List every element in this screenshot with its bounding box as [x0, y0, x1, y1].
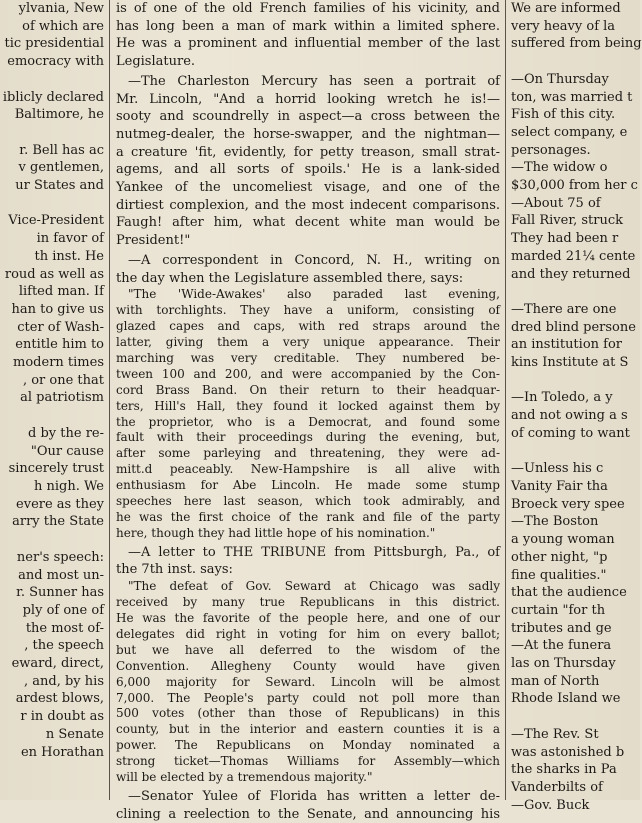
text-line: President!"	[116, 233, 191, 249]
text-line: he was the first choice of the rank and file of the party	[116, 509, 500, 524]
text-line: han to give us	[11, 301, 104, 317]
quote-seward-defeat	[116, 579, 500, 786]
text-line: marded 21¼ cente	[511, 248, 636, 264]
text-line: ters, Hill's Hall, they found it locked against them by	[116, 398, 500, 413]
text-line: "The defeat of Gov. Seward at Chicago was sadly	[128, 579, 500, 594]
text-line: very heavy of la	[511, 18, 616, 34]
text-line: ur States and	[15, 178, 104, 194]
text-line: ply of one of	[22, 602, 104, 618]
text-line: and most un-	[18, 567, 104, 583]
text-line: —The widow o	[511, 160, 608, 176]
text-line	[511, 283, 640, 301]
text-line: —The Charleston Mercury has seen a portrait of	[128, 73, 500, 89]
text-line: dred blind persone	[511, 319, 636, 335]
text-line: curtain "for th	[511, 602, 606, 618]
text-line: Legislature.	[116, 54, 196, 70]
text-line: cord Brass Band. On their return to their headquar-	[116, 382, 500, 397]
text-line: Fish of this city.	[511, 107, 616, 123]
text-line: of which are	[22, 18, 104, 34]
text-line: select company, e	[511, 124, 628, 140]
text-line: —Unless his c	[511, 461, 604, 477]
text-line: county, but in the interior and eastern counties it is a	[116, 722, 500, 737]
text-line: , or one that	[22, 372, 104, 388]
text-line: tributes and ge	[511, 620, 612, 636]
paragraph-concord	[116, 252, 500, 287]
text-line: 500 votes (other than those of Republicans) in this	[116, 706, 500, 721]
text-line: a creature 'fit, evidently, for petty treason, small strat-	[116, 144, 500, 160]
text-line: marching was very creditable. They numbered be-	[116, 350, 500, 365]
text-line: $30,000 from her c	[511, 178, 638, 194]
text-line: h nigh. We	[34, 478, 104, 494]
column-rule-left	[109, 0, 110, 800]
text-line: with torchlights. They have a uniform, consisting of	[116, 303, 500, 318]
text-line: tween 100 and 200, and were accompanied by the Con-	[116, 366, 500, 381]
text-line: —At the funera	[511, 638, 612, 654]
text-line	[0, 407, 104, 425]
text-line: Yankee of the uncomeliest visage, and one of the	[116, 180, 500, 196]
text-line: —The Boston	[511, 514, 599, 530]
text-line: entitle him to	[15, 337, 104, 353]
column-rule-right	[505, 0, 506, 800]
right-column	[511, 0, 642, 813]
text-line: Baltimore, he	[14, 107, 104, 123]
text-line: an institution for	[511, 337, 623, 353]
text-line: that the audience	[511, 585, 627, 601]
text-line: suffered from being	[511, 36, 642, 52]
text-line: the day when the Legislature assembled there, says:	[116, 270, 464, 286]
text-line: r in doubt as	[20, 709, 104, 725]
text-line: but we have all deferred to the wisdom of the	[116, 642, 500, 657]
text-line: He was the favorite of the people here, and one of our	[116, 610, 500, 625]
text-line: the most of-	[25, 620, 104, 636]
paragraph-legislature	[116, 0, 500, 71]
text-line: th inst. He	[34, 248, 104, 264]
text-line: and not owing a s	[511, 408, 628, 424]
text-line: iblicly declared	[2, 89, 104, 105]
text-line: delegates did right in voting for him on every ballot;	[116, 626, 500, 641]
paragraph-pittsburgh-letter	[116, 544, 500, 579]
text-line: —On Thursday	[511, 71, 609, 87]
text-line: Rhode Island we	[511, 691, 621, 707]
text-line: las on Thursday	[511, 656, 616, 672]
text-line: d by the re-	[28, 425, 104, 441]
text-line: mitt.d peaceably. New-Hampshire is all alive with	[116, 462, 500, 477]
text-line: agems, and all sorts of spoils.' He is a lank-sided	[116, 162, 500, 178]
quote-wide-awakes	[116, 287, 500, 542]
text-line: "Our cause	[30, 443, 104, 459]
text-line: ardest blows,	[15, 691, 104, 707]
text-line: after some parleying and threatening, they were ad-	[116, 446, 500, 461]
text-line: lifted man. If	[18, 284, 104, 300]
text-line: and they returned	[511, 266, 631, 282]
text-line	[511, 708, 640, 726]
text-line: a young woman	[511, 532, 615, 548]
paragraph-charleston-mercury	[116, 73, 500, 250]
left-column	[0, 0, 104, 800]
text-line: in favor of	[36, 231, 104, 247]
text-line: 7,000. The People's party could not poll more than	[116, 690, 500, 705]
text-line: al patriotism	[20, 390, 104, 406]
text-line: cter of Wash-	[17, 319, 104, 335]
text-line: ton, was married t	[511, 89, 633, 105]
text-line: has long been a man of mark within a limited sphere.	[116, 18, 500, 34]
text-line: roud as well as	[4, 266, 104, 282]
text-line: We are informed	[511, 1, 621, 16]
text-line: "The 'Wide-Awakes' also paraded last evening,	[128, 287, 500, 302]
text-line: other night, "p	[511, 549, 608, 565]
text-line: power. The Republicans on Monday nominated a	[116, 738, 500, 753]
text-line: Faugh! after him, what decent white man would be	[116, 215, 500, 231]
text-line: Vanderbilts of	[511, 779, 603, 795]
text-line: received by many true Republicans in this district.	[116, 595, 500, 610]
text-line: ylvania, New	[18, 1, 104, 16]
text-line: fault with their proceedings during the evening, but,	[116, 430, 500, 445]
text-line	[0, 531, 104, 549]
text-line: —There are one	[511, 301, 617, 317]
text-line: He was a prominent and influential member of the last	[116, 36, 500, 52]
text-line: —Senator Yulee of Florida has written a letter de-	[128, 788, 500, 804]
text-line: evere as they	[16, 496, 104, 512]
text-line: en Horathan	[20, 744, 104, 760]
text-line	[511, 443, 640, 461]
text-line: will be elected by a tremendous majority."	[116, 770, 373, 785]
text-line: is of one of the old French families of his vicinity, and	[116, 1, 500, 16]
text-line: glazed capes and caps, with red straps around the	[116, 319, 500, 334]
paragraph-senator-yulee	[116, 788, 500, 823]
text-line: strong ticket—Thomas Williams for Assembly—which	[116, 754, 500, 769]
text-line: sooty and scoundrelly in aspect—a cross between the	[116, 109, 500, 125]
text-line	[0, 195, 104, 213]
text-line: the sharks in Pa	[511, 762, 617, 778]
text-line: latter, giving them a very unique appearance. Their	[116, 334, 500, 349]
text-line: clining a reelection to the Senate, and announcing his	[116, 806, 500, 822]
text-line: here, though they had little hope of his nomination."	[116, 525, 436, 540]
text-line: —Gov. Buck	[511, 797, 590, 813]
text-line: 6,000 majority for Seward. Lincoln will be almost	[116, 674, 500, 689]
text-line: kins Institute at S	[511, 355, 629, 371]
text-line: arry the State	[12, 514, 104, 530]
text-line: Convention. Allegheny County would have given	[116, 658, 500, 673]
text-line: of coming to want	[511, 425, 630, 441]
text-line	[511, 372, 640, 390]
text-line: dirtiest complexion, and the most indecent comparisons.	[116, 197, 500, 213]
text-line: the 7th inst. says:	[116, 562, 233, 578]
text-line: —About 75 of	[511, 195, 601, 211]
text-line: n Senate	[45, 726, 104, 742]
text-line: speeches here last season, which took admirably, and	[116, 494, 500, 509]
text-line: v gentlemen,	[18, 160, 104, 176]
text-line	[0, 71, 104, 89]
text-line: Vice-President	[8, 213, 104, 229]
text-line: Fall River, struck	[511, 213, 624, 229]
text-line: —The Rev. St	[511, 726, 599, 742]
text-line: Broeck very spee	[511, 496, 625, 512]
text-line: —A letter to THE TRIBUNE from Pittsburgh, Pa., of	[128, 544, 500, 560]
text-line: fine qualities."	[511, 567, 607, 583]
text-line: , the speech	[24, 638, 104, 654]
text-line: personages.	[511, 142, 591, 158]
text-line: Vanity Fair tha	[511, 478, 608, 494]
text-line	[511, 53, 640, 71]
text-line: man of North	[511, 673, 600, 689]
text-line: tic presidential	[4, 36, 104, 52]
text-line: —A correspondent in Concord, N. H., writing on	[128, 252, 500, 268]
text-line	[0, 124, 104, 142]
text-line: enthusiasm for Abe Lincoln. He made some stump	[116, 478, 500, 493]
text-line: ner's speech:	[16, 549, 104, 565]
text-line: modern times	[13, 355, 104, 371]
text-line: They had been r	[511, 231, 619, 247]
text-line: emocracy with	[7, 54, 104, 70]
text-line: sincerely trust	[8, 461, 104, 477]
text-line: , and, by his	[24, 673, 104, 689]
text-line: Mr. Lincoln, "And a horrid looking wretch he is!—	[116, 91, 500, 107]
text-line: r. Sunner has	[16, 585, 104, 601]
text-line: eward, direct,	[11, 656, 104, 672]
text-line: the proprietor, who is a Democrat, and found some	[116, 414, 500, 429]
middle-column	[116, 0, 500, 822]
text-line: nutmeg-dealer, the horse-swapper, and the nightman—	[116, 126, 500, 142]
text-line: —In Toledo, a y	[511, 390, 613, 406]
text-line: r. Bell has ac	[19, 142, 104, 158]
text-line: was astonished b	[511, 744, 625, 760]
